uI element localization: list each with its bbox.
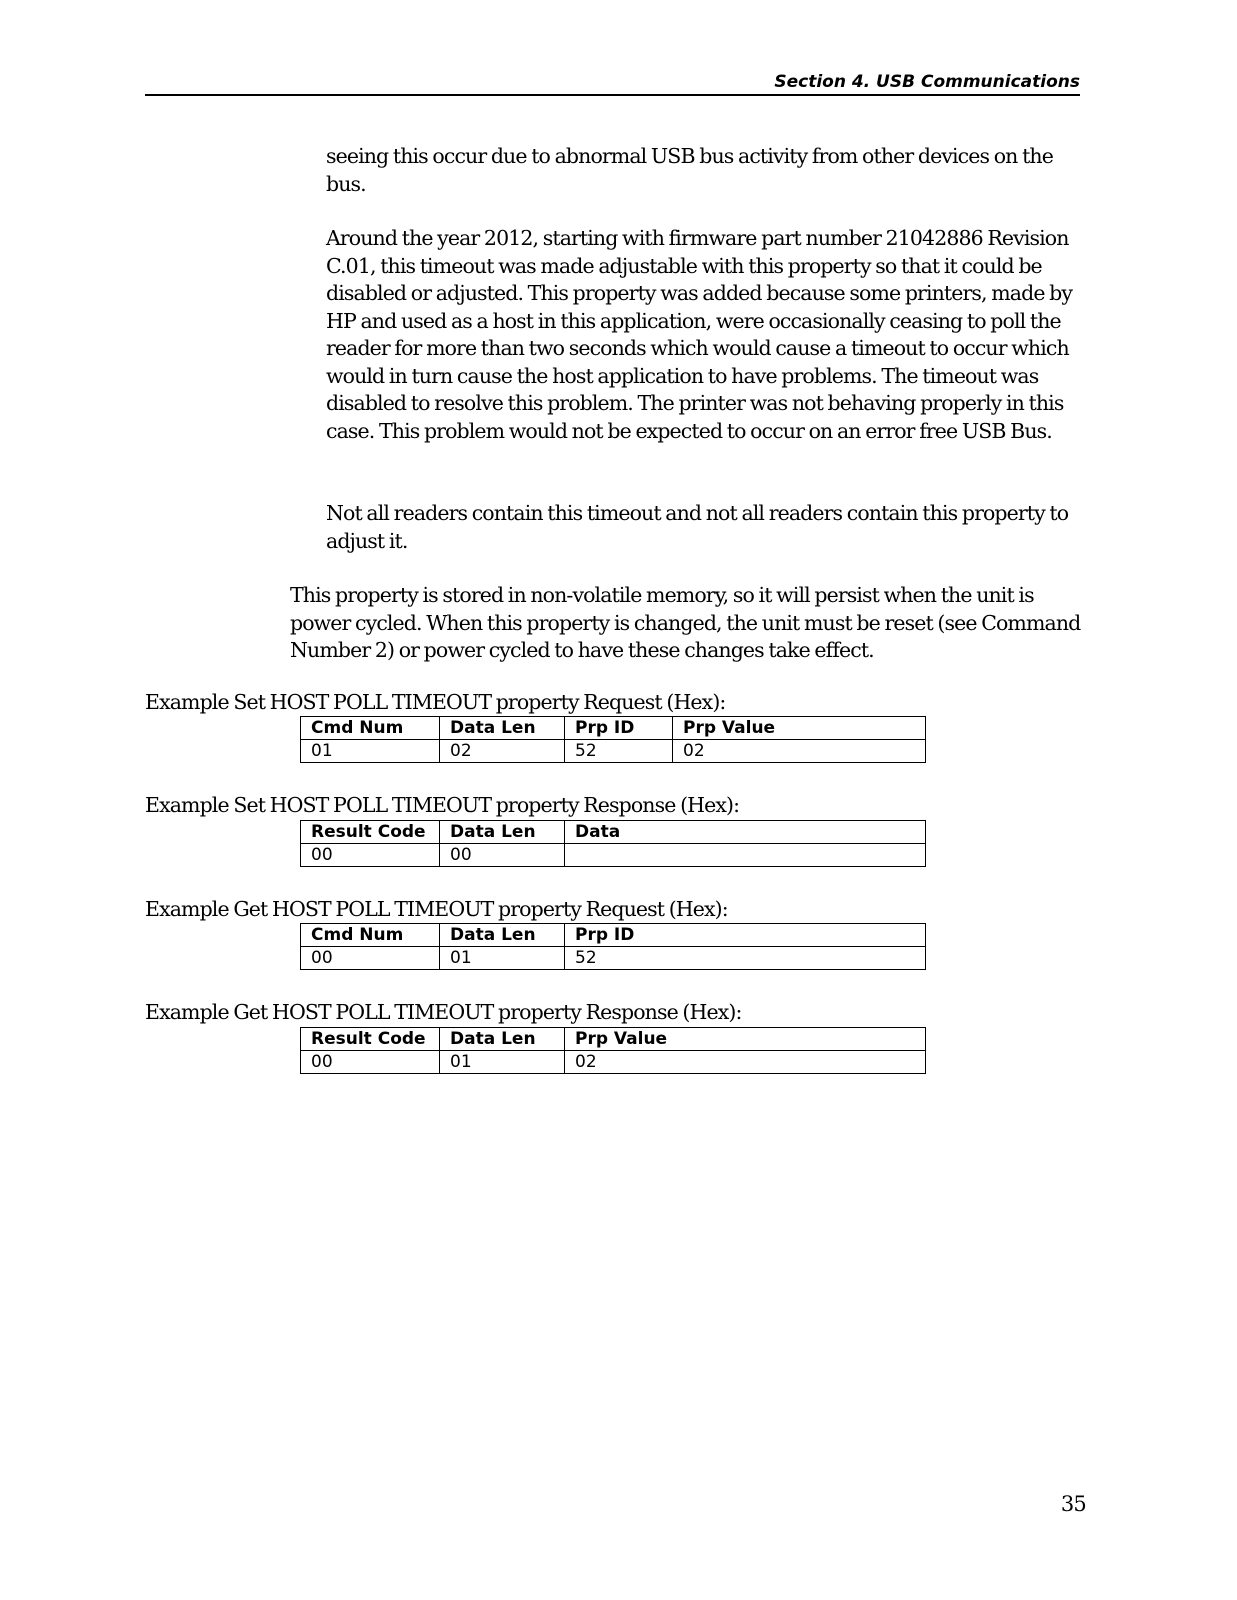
table-header-cell: Data xyxy=(565,821,926,844)
example-caption-set-request: Example Set HOST POLL TIMEOUT property Request (Hex): xyxy=(145,690,726,714)
table-header-cell: Prp ID xyxy=(565,717,673,740)
table-row xyxy=(301,1051,926,1074)
table-cell: 52 xyxy=(565,740,673,763)
table-header-cell: Prp Value xyxy=(673,717,926,740)
table-header-cell: Cmd Num xyxy=(301,924,440,947)
table-cell: 02 xyxy=(565,1051,926,1074)
table-cell: 01 xyxy=(440,1051,565,1074)
section-header: Section 4. USB Communications xyxy=(145,72,1080,96)
table-header-cell: Prp ID xyxy=(565,924,926,947)
table-row xyxy=(301,740,926,763)
paragraph-firmware-history: Around the year 2012, starting with firmware part number 21042886 Revision C.01, this timeout was made adjustable with this property so that it could be disabled or adjusted. This property was added because some printers, made by HP and used as a host in this application, were occasionally ceasing to poll the reader for more than two seconds which would cause a timeout to occur which would in turn cause the host application to have problems. The timeout was disabled to resolve this problem. The printer was not behaving properly in this case. This problem would not be expected to occur on an error free USB Bus. xyxy=(326,226,1073,443)
table-cell: 02 xyxy=(673,740,926,763)
table-header-row xyxy=(301,924,926,947)
table-cell: 02 xyxy=(440,740,565,763)
table-cell: 00 xyxy=(301,947,440,970)
table-header-row xyxy=(301,821,926,844)
example-caption-get-response: Example Get HOST POLL TIMEOUT property Response (Hex): xyxy=(145,1000,742,1024)
paragraph-non-volatile: This property is stored in non-volatile memory, so it will persist when the unit is power cycled. When this property is changed, the unit must be reset (see Command Number 2) or power cycled to have these changes take effect. xyxy=(290,583,1081,662)
table-cell: 00 xyxy=(440,844,565,867)
table-header-row xyxy=(301,1028,926,1051)
page-number: 35 xyxy=(1060,1492,1086,1516)
set-request-table xyxy=(300,716,926,763)
table-cell: 01 xyxy=(440,947,565,970)
table-header-cell: Data Len xyxy=(440,821,565,844)
table-cell: 00 xyxy=(301,844,440,867)
table-header-cell: Data Len xyxy=(440,924,565,947)
table-cell: 00 xyxy=(301,1051,440,1074)
table-header-row xyxy=(301,717,926,740)
paragraph-reader-support: Not all readers contain this timeout and not all readers contain this property to adjust it. xyxy=(326,501,1069,553)
get-response-table xyxy=(300,1027,926,1074)
table-header-cell: Cmd Num xyxy=(301,717,440,740)
example-caption-get-request: Example Get HOST POLL TIMEOUT property Request (Hex): xyxy=(145,897,728,921)
table-header-cell: Prp Value xyxy=(565,1028,926,1051)
get-request-table xyxy=(300,923,926,970)
table-header-cell: Result Code xyxy=(301,821,440,844)
table-header-cell: Result Code xyxy=(301,1028,440,1051)
table-header-cell: Data Len xyxy=(440,717,565,740)
table-row xyxy=(301,844,926,867)
table-header-cell: Data Len xyxy=(440,1028,565,1051)
table-cell: 01 xyxy=(301,740,440,763)
table-cell: 52 xyxy=(565,947,926,970)
set-response-table xyxy=(300,820,926,867)
table-row xyxy=(301,947,926,970)
example-caption-set-response: Example Set HOST POLL TIMEOUT property Response (Hex): xyxy=(145,793,740,817)
table-cell xyxy=(565,844,926,867)
paragraph-bus-activity: seeing this occur due to abnormal USB bus activity from other devices on the bus. xyxy=(326,144,1053,196)
